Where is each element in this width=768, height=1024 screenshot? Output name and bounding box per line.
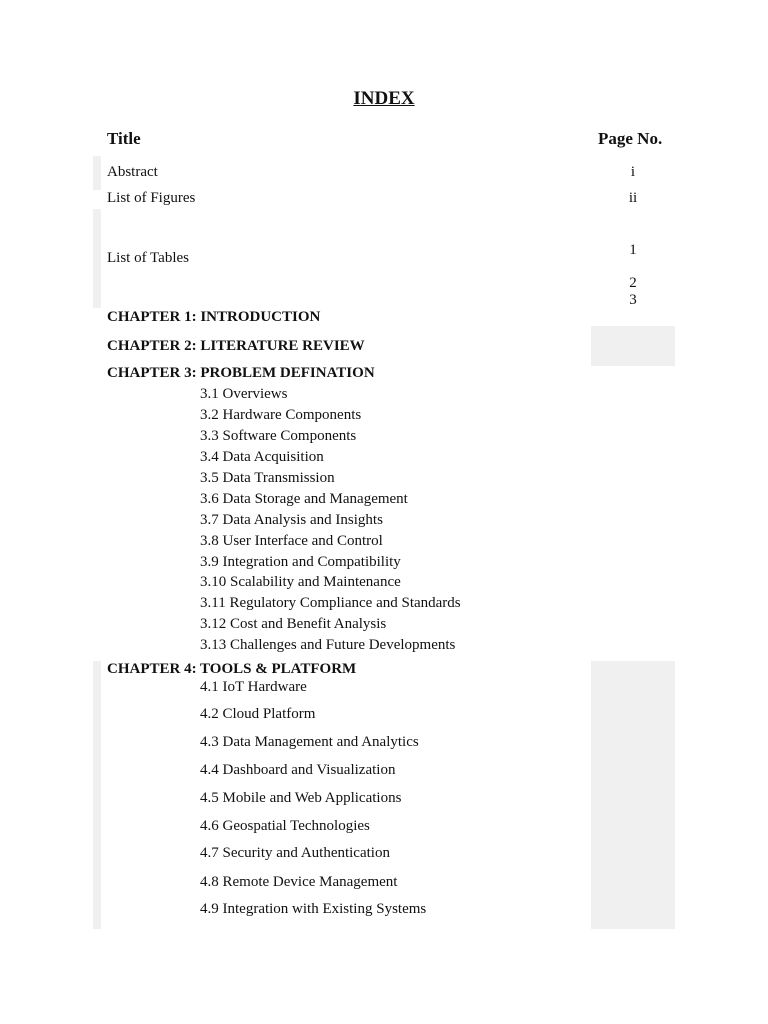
cell-shade-right-ch2 <box>591 326 675 366</box>
chapter-4-heading: CHAPTER 4: TOOLS & PLATFORM <box>107 661 357 677</box>
index-title: INDEX <box>353 88 415 109</box>
page-number-1: 1 <box>629 242 637 258</box>
section-3-2: 3.2 Hardware Components <box>200 407 362 423</box>
section-4-2: 4.2 Cloud Platform <box>200 706 316 722</box>
section-4-7: 4.7 Security and Authentication <box>200 845 390 861</box>
section-4-6: 4.6 Geospatial Technologies <box>200 818 370 834</box>
cell-shade-left-ch4 <box>93 661 101 929</box>
column-header-page-no: Page No. <box>598 129 663 148</box>
section-4-4: 4.4 Dashboard and Visualization <box>200 762 396 778</box>
index-entry-list-of-figures: List of Figures <box>107 190 196 206</box>
section-3-12: 3.12 Cost and Benefit Analysis <box>200 616 387 632</box>
section-3-6: 3.6 Data Storage and Management <box>200 491 408 507</box>
section-3-5: 3.5 Data Transmission <box>200 470 335 486</box>
section-4-1: 4.1 IoT Hardware <box>200 679 307 695</box>
section-3-13: 3.13 Challenges and Future Developments <box>200 637 456 653</box>
section-3-10: 3.10 Scalability and Maintenance <box>200 574 401 590</box>
page-number-list-of-figures: ii <box>628 190 638 206</box>
index-entry-abstract: Abstract <box>107 164 158 180</box>
index-entry-list-of-tables: List of Tables <box>107 250 189 266</box>
section-3-7: 3.7 Data Analysis and Insights <box>200 512 383 528</box>
cell-shade-right-ch4 <box>591 661 675 929</box>
section-4-9: 4.9 Integration with Existing Systems <box>200 901 427 917</box>
page-number-2: 2 <box>629 275 637 291</box>
chapter-1-heading: CHAPTER 1: INTRODUCTION <box>107 309 321 325</box>
cell-shade-left-top <box>93 156 101 190</box>
section-4-3: 4.3 Data Management and Analytics <box>200 734 419 750</box>
column-header-title: Title <box>107 129 141 148</box>
section-3-4: 3.4 Data Acquisition <box>200 449 324 465</box>
section-4-8: 4.8 Remote Device Management <box>200 874 398 890</box>
page-number-abstract: i <box>630 164 636 180</box>
section-3-9: 3.9 Integration and Compatibility <box>200 554 401 570</box>
section-3-1: 3.1 Overviews <box>200 386 288 402</box>
chapter-2-heading: CHAPTER 2: LITERATURE REVIEW <box>107 338 365 354</box>
chapter-3-heading: CHAPTER 3: PROBLEM DEFINATION <box>107 365 375 381</box>
page-number-3: 3 <box>629 292 637 308</box>
section-3-8: 3.8 User Interface and Control <box>200 533 383 549</box>
section-3-11: 3.11 Regulatory Compliance and Standards <box>200 595 461 611</box>
cell-shade-left-mid <box>93 209 101 308</box>
section-4-5: 4.5 Mobile and Web Applications <box>200 790 402 806</box>
section-3-3: 3.3 Software Components <box>200 428 357 444</box>
